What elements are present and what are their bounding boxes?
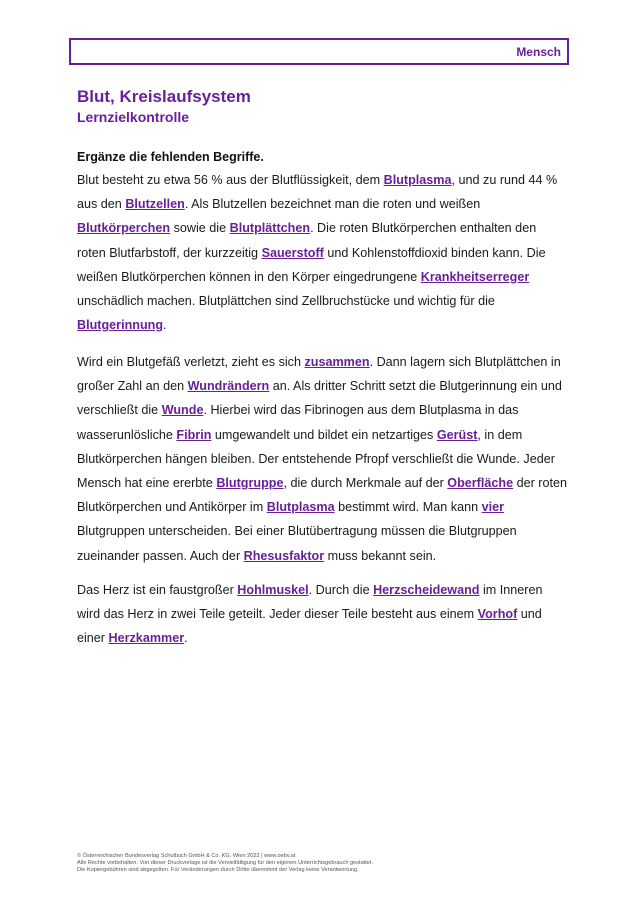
text-segment: . Als Blutzellen bezeichnet man die roten und weißen (184, 197, 481, 212)
answer-word: Blutplasma (266, 500, 335, 515)
text-segment: Das Herz ist ein faustgroßer (77, 583, 238, 597)
answer-word: Blutkörperchen (77, 221, 171, 236)
text-segment: , und zu rund 44 % aus den (77, 173, 558, 212)
answer-word: Vorhof (477, 607, 518, 622)
answer-word: Wunde (161, 403, 204, 418)
text-segment: an. Als dritter Schritt setzt die Blutgerinnung ein und verschließt die (77, 379, 562, 418)
footer-copyright: © Österreichischer Bundesverlag Schulbuch GmbH & Co. KG, Wien 2022 | www.oebv.at (77, 853, 296, 859)
text-segment: sowie die (170, 221, 230, 236)
page-subtitle: Lernzielkontrolle (77, 109, 190, 125)
answer-word: Krankheitserreger (420, 269, 530, 284)
text-segment: der roten Blutkörperchen und Antikörper im (77, 476, 567, 515)
answer-word: Herzscheidewand (373, 583, 480, 597)
text-segment: Wird ein Blutgefäß verletzt, zieht es sich (77, 355, 305, 369)
answer-word: Herzkammer (108, 631, 185, 646)
text-segment: muss bekannt sein. (324, 548, 437, 563)
text-segment: unschädlich machen. Blutplättchen sind Zellbruchstücke und wichtig für die (77, 294, 495, 309)
text-segment: . (163, 318, 167, 333)
text-segment: bestimmt wird. Man kann (334, 500, 482, 515)
answer-word: Blutzellen (125, 197, 185, 212)
answer-word: Blutplättchen (229, 221, 311, 236)
text-segment: und Kohlenstoffdioxid binden kann. Die weißen Blutkörperchen können in den Körper eingedrungene (77, 245, 546, 284)
answer-word: zusammen (304, 355, 370, 369)
answer-word: Hohlmuskel (237, 583, 309, 597)
text-segment: , die durch Merkmale auf der (283, 476, 448, 491)
answer-word: Gerüst (436, 427, 478, 442)
answer-word: Rhesusfaktor (243, 548, 325, 563)
footer (77, 853, 567, 875)
answer-word: Blutplasma (383, 173, 452, 187)
page-title: Blut, Kreislaufsystem (77, 87, 251, 106)
paragraph-heart (77, 578, 567, 651)
paragraph-coagulation (77, 350, 567, 568)
text-segment: . Durch die (308, 583, 374, 597)
text-segment: Blut besteht zu etwa 56 % aus der Blutflüssigkeit, dem (77, 173, 384, 187)
answer-word: Blutgruppe (216, 476, 284, 491)
text-segment: umgewandelt und bildet ein netzartiges (211, 427, 437, 442)
text-segment: Blutgruppen unterscheiden. Bei einer Blutübertragung müssen die Blutgruppen zueinander passen. Auch der (77, 524, 517, 563)
answer-word: Fibrin (176, 427, 212, 442)
text-segment: im Inneren wird das Herz in zwei Teile geteilt. Jeder dieser Teile besteht aus einem (77, 583, 543, 622)
answer-word: vier (481, 500, 505, 515)
text-segment: . (184, 631, 188, 646)
footer-rights: Alle Rechte vorbehalten. Von dieser Druckvorlage ist die Vervielfältigung für den eigenen Unterrichtsgebrauch gestattet. (77, 860, 374, 867)
paragraph-blood (77, 168, 567, 337)
instruction-text: Ergänze die fehlenden Begriffe. (77, 150, 264, 164)
answer-word: Wundrändern (187, 379, 270, 394)
answer-word: Sauerstoff (261, 245, 324, 260)
text-segment: . Dann lagern sich Blutplättchen in großer Zahl an den (77, 355, 561, 394)
text-segment: . Hierbei wird das Fibrinogen aus dem Blutplasma in das wasserunlösliche (77, 403, 519, 442)
answer-word: Blutgerinnung (77, 318, 164, 333)
subject-label: Mensch (516, 45, 561, 59)
header-box (69, 38, 569, 65)
text-segment: , in dem Blutkörperchen hängen bleiben. Der entstehende Pfropf verschließt die Wunde. Jeder Mensch hat eine ererbte (77, 427, 555, 491)
text-segment: . Die roten Blutkörperchen enthalten den roten Blutfarbstoff, der kurzzeitig (77, 221, 537, 260)
text-segment: und einer (77, 607, 542, 646)
answer-word: Oberfläche (447, 476, 514, 491)
footer-disclaimer: Die Kopiergebühren sind abgegolten. Für Veränderungen durch Dritte übernimmt der Verlag keine Verantwortung. (77, 867, 359, 874)
